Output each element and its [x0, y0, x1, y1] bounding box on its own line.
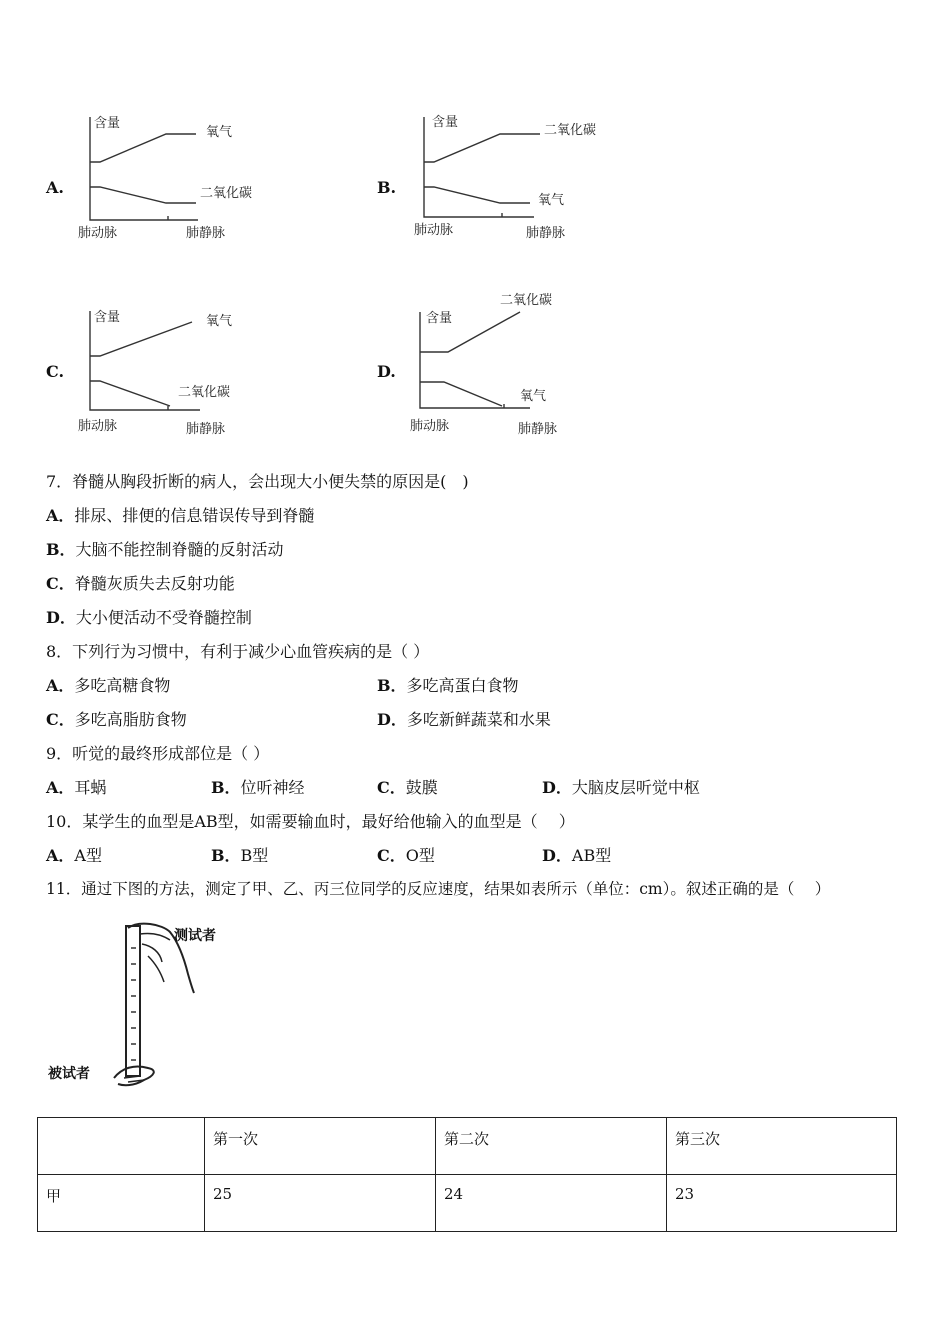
- q10-stem: 10．某学生的血型是AB型，如需要输血时，最好给他输入的血型是（ ）: [46, 812, 575, 831]
- q8-option-a[interactable]: A．多吃高糖食物: [46, 676, 171, 695]
- upper-curve-label: 氧气: [206, 314, 233, 329]
- q9-option-d[interactable]: D．大脑皮层听觉中枢: [542, 778, 700, 797]
- table-cell: 23: [667, 1175, 897, 1232]
- q8-option-b[interactable]: B．多吃高蛋白食物: [377, 676, 519, 695]
- table-row: [38, 1175, 897, 1232]
- row-label-cell: 甲: [38, 1175, 205, 1232]
- q7-option-d[interactable]: D．大小便活动不受脊髓控制: [46, 608, 252, 627]
- graph-a-letter: A.: [46, 178, 64, 197]
- header-cell: [38, 1118, 205, 1175]
- lower-curve-label: 二氧化碳: [178, 385, 231, 400]
- x-end-label: 肺静脉: [526, 226, 566, 241]
- upper-curve-label: 二氧化碳: [500, 293, 553, 308]
- x-start-label: 肺动脉: [78, 226, 118, 241]
- graph-d-letter: D.: [377, 362, 396, 381]
- subject-label: 被试者: [48, 1066, 90, 1082]
- q11-stem: 11．通过下图的方法，测定了甲、乙、丙三位同学的反应速度，结果如表所示（单位：cm）。叙述正确的是（ ）: [46, 880, 831, 898]
- q7-option-b[interactable]: B．大脑不能控制脊髓的反射活动: [46, 540, 284, 559]
- graph-b-letter: B.: [377, 178, 397, 197]
- upper-curve: [90, 134, 196, 162]
- graph-c: [78, 306, 278, 445]
- x-start-label: 肺动脉: [78, 419, 118, 434]
- lower-curve-label: 氧气: [538, 193, 565, 208]
- upper-curve-label: 氧气: [206, 125, 233, 140]
- q10-option-b[interactable]: B．B型: [211, 846, 269, 865]
- lower-curve: [90, 187, 196, 203]
- q7-option-c[interactable]: C．脊髓灰质失去反射功能: [46, 574, 235, 593]
- header-cell: 第二次: [436, 1118, 667, 1175]
- axis-lines: [90, 117, 198, 220]
- table-cell: 24: [436, 1175, 667, 1232]
- q10-option-a[interactable]: A．A型: [46, 846, 102, 865]
- q8-stem: 8．下列行为习惯中，有利于减少心血管疾病的是（ ）: [46, 642, 430, 661]
- x-end-label: 肺静脉: [518, 422, 558, 437]
- q10-option-c[interactable]: C．O型: [377, 846, 435, 865]
- upper-curve: [424, 134, 540, 162]
- x-start-label: 肺动脉: [414, 223, 454, 238]
- x-end-label: 肺静脉: [186, 226, 226, 241]
- lower-curve-label: 氧气: [520, 389, 547, 404]
- graph-a: [78, 112, 278, 251]
- y-axis-label: 含量: [426, 311, 453, 326]
- header-cell: 第一次: [205, 1118, 436, 1175]
- results-table: [37, 1117, 897, 1232]
- q9-option-c[interactable]: C．鼓膜: [377, 778, 438, 797]
- q9-stem: 9．听觉的最终形成部位是（ ）: [46, 744, 270, 763]
- q8-option-c[interactable]: C．多吃高脂肪食物: [46, 710, 187, 729]
- lower-curve: [424, 187, 530, 203]
- x-end-label: 肺静脉: [186, 422, 226, 437]
- axis-lines: [420, 312, 530, 408]
- upper-curve: [90, 322, 192, 356]
- lower-curve-label: 二氧化碳: [200, 186, 253, 201]
- x-start-label: 肺动脉: [410, 419, 450, 434]
- y-axis-label: 含量: [94, 310, 121, 325]
- y-axis-label: 含量: [94, 116, 121, 131]
- q7-option-a[interactable]: A．排尿、排便的信息错误传导到脊髓: [46, 506, 315, 525]
- q8-option-d[interactable]: D．多吃新鲜蔬菜和水果: [377, 710, 551, 729]
- graph-b: [412, 112, 622, 251]
- lower-curve: [90, 381, 170, 406]
- q10-option-d[interactable]: D．AB型: [542, 846, 612, 865]
- graph-c-letter: C.: [46, 362, 65, 381]
- lower-curve: [420, 382, 502, 406]
- y-axis-label: 含量: [432, 115, 459, 130]
- q9-option-a[interactable]: A．耳蜗: [46, 778, 107, 797]
- graph-d: [408, 288, 623, 447]
- header-cell: 第三次: [667, 1118, 897, 1175]
- upper-curve-label: 二氧化碳: [544, 123, 597, 138]
- table-header-row: [38, 1118, 897, 1175]
- q9-option-b[interactable]: B．位听神经: [211, 778, 305, 797]
- ruler-figure: [44, 918, 244, 1097]
- q7-stem: 7．脊髓从胸段折断的病人，会出现大小便失禁的原因是( ): [46, 472, 469, 491]
- tester-label: 测试者: [174, 928, 216, 944]
- table-cell: 25: [205, 1175, 436, 1232]
- axis-lines: [424, 117, 534, 217]
